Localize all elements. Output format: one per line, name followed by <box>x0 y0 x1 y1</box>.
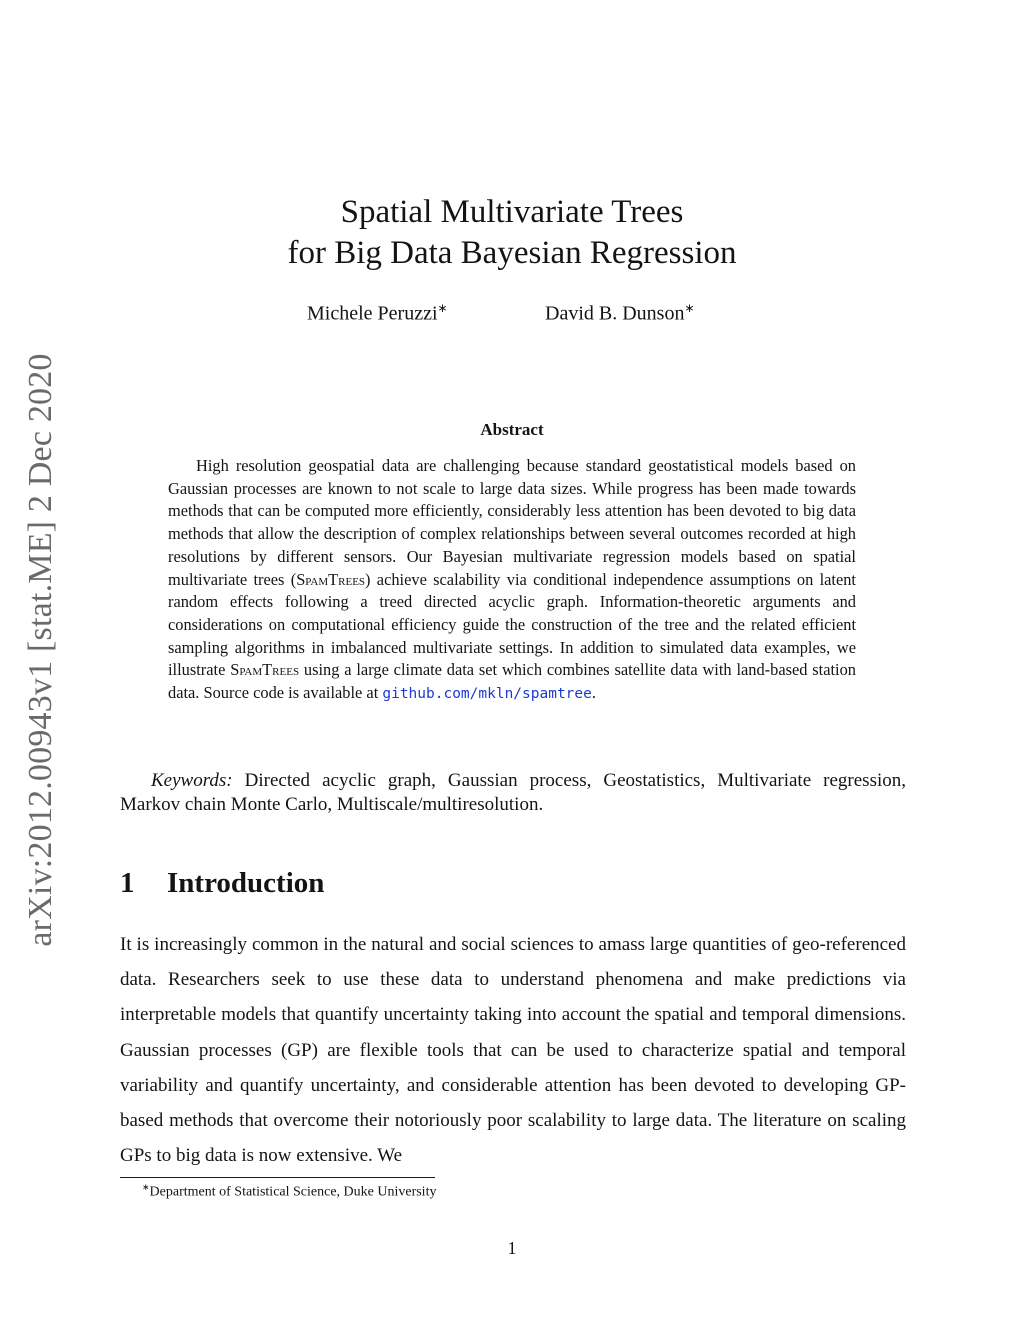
keywords-label: Keywords: <box>151 770 233 791</box>
author-1-name: Michele Peruzzi <box>307 302 438 325</box>
author-2 <box>545 301 695 326</box>
abstract-text-end: . <box>591 683 596 703</box>
section-number: 1 <box>120 867 135 899</box>
arxiv-stamp <box>6 355 76 945</box>
source-code-link[interactable]: github.com/mkln/spamtree <box>382 686 592 703</box>
footnote-rule <box>120 1177 435 1178</box>
section-title: Introduction <box>167 867 325 899</box>
page-number: 1 <box>507 1238 517 1258</box>
footnote-mark: ∗ <box>142 1182 150 1192</box>
abstract-body <box>168 455 856 706</box>
author-1-mark: ∗ <box>437 301 448 315</box>
arxiv-stamp-text: arXiv:2012.00943v1 [stat.ME] 2 Dec 2020 <box>22 353 59 947</box>
abstract-heading: Abstract <box>480 420 544 439</box>
paper-title <box>150 192 874 274</box>
abstract-text-3: using a large climate data set which combines satellite data with land-based station data. Source code is available at <box>168 660 856 703</box>
software-name-2: SpamTrees <box>230 660 300 680</box>
author-2-mark: ∗ <box>684 301 695 315</box>
title-line-1: Spatial Multivariate Trees <box>340 194 684 230</box>
section-heading <box>120 867 324 900</box>
abstract-text-2: ) achieve scalability via conditional independence assumptions on latent random effects following a treed directed acyclic graph. Information-theoretic arguments and considerations on computational efficiency guide the construction of the tree and the related efficient sampling algorithms in imbalanced multivariate settings. In addition to simulated data examples, we illustrate <box>168 569 856 680</box>
abstract-text-1: High resolution geospatial data are challenging because standard geostatistical models based on Gaussian processes are known to not scale to large data sizes. While progress has been made towards methods that can be computed more efficiently, considerably less attention has been devoted to big data methods that allow the description of complex relationships between several outcomes recorded at high resolutions by different sensors. Our Bayesian multivariate regression models based on spatial multivariate trees ( <box>168 456 856 589</box>
footnote <box>142 1182 436 1201</box>
keywords <box>120 769 906 817</box>
title-line-2: for Big Data Bayesian Regression <box>287 235 737 271</box>
intro-paragraph: It is increasingly common in the natural and social sciences to amass large quantities of geo-referenced data. Researchers seek to use these data to understand phenomena and make predictions via interpretable models that quantify uncertainty taking into account the spatial and temporal dimensions. Gaussian processes (GP) are flexible tools that can be used to characterize spatial and temporal variability and quantify uncertainty, and considerable attention has been devoted to developing GP-based methods that overcome their notoriously poor scalability to large data. The literature on scaling GPs to big data is now extensive. We <box>120 934 906 1167</box>
software-name: SpamTrees <box>296 569 366 589</box>
footnote-text: Department of Statistical Science, Duke University <box>149 1184 437 1200</box>
keywords-text: Directed acyclic graph, Gaussian process, Geostatistics, Multivariate regression, Markov chain Monte Carlo, Multiscale/multiresolution. <box>120 770 906 815</box>
author-2-name: David B. Dunson <box>545 302 685 325</box>
author-1 <box>307 301 448 326</box>
